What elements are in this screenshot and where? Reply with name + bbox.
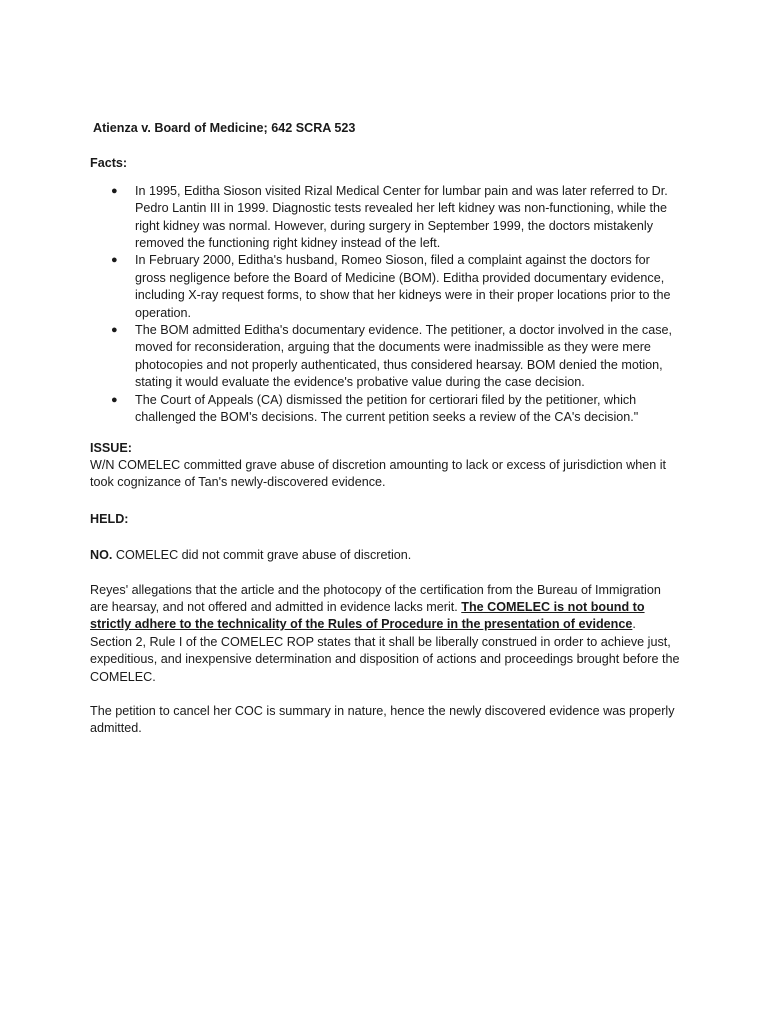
document-page xyxy=(90,120,680,755)
facts-list-item xyxy=(90,252,680,322)
bullet-icon: ● xyxy=(111,324,118,337)
case-title: Atienza v. Board of Medicine; 642 SCRA 523 xyxy=(93,121,356,135)
held-verdict: NO. xyxy=(90,548,113,563)
reasoning-emphasis: The COMELEC is not bound to strictly adhere to the technicality of the Rules of Procedure in the presentation of evidence xyxy=(90,599,645,632)
held-heading: HELD: xyxy=(90,511,129,526)
held-answer xyxy=(90,547,680,564)
issue-text: W/N COMELEC committed grave abuse of discretion amounting to lack or excess of jurisdiction when it took cognizance of Tan's newly-discovered evidence. xyxy=(90,457,667,490)
fact-text: In 1995, Editha Sioson visited Rizal Medical Center for lumbar pain and was later referred to Dr. Pedro Lantin III in 1999. Diagnostic tests revealed her left kidney was non-functioning, while the right kidney was normal. However, during surgery in September 1999, the doctors mistakenly removed the functioning right kidney instead of the left. xyxy=(135,183,668,251)
issue-heading: ISSUE: xyxy=(90,440,132,455)
fact-text: The Court of Appeals (CA) dismissed the petition for certiorari filed by the petitioner, which challenged the BOM's decisions. The current petition seeks a review of the CA's decision." xyxy=(135,392,639,425)
fact-text: The BOM admitted Editha's documentary evidence. The petitioner, a doctor involved in the case, moved for reconsideration, arguing that the documents were inadmissible as they were mere photocopies and not properly authenticated, thus considered hearsay. BOM denied the motion, stating it would evaluate the evidence's probative value during the case decision. xyxy=(135,323,673,390)
reasoning-rest: . Section 2, Rule I of the COMELEC ROP states that it shall be liberally construed in order to achieve just, expeditious, and inexpensive determination and disposition of actions and proceedings brought before the COMELEC. xyxy=(90,617,680,684)
bullet-icon: ● xyxy=(111,184,118,197)
reasoning-intro: Reyes' allegations that the article and the photocopy of the certification from the Bureau of Immigration are hearsay, and not offered and admitted in evidence lacks merit. xyxy=(90,582,661,614)
held-answer-text: COMELEC did not commit grave abuse of discretion. xyxy=(112,548,412,563)
facts-list-item xyxy=(90,183,680,253)
reasoning-paragraph xyxy=(90,582,680,686)
facts-list xyxy=(90,183,680,427)
facts-heading: Facts: xyxy=(90,156,128,171)
fact-text: In February 2000, Editha's husband, Romeo Sioson, filed a complaint against the doctors for gross negligence before the Board of Medicine (BOM). Editha provided documentary evidence, including X-ray request forms, to show that her kidneys were in their proper locations prior to the operation. xyxy=(135,253,671,320)
facts-list-item xyxy=(90,392,680,427)
conclusion-paragraph: The petition to cancel her COC is summary in nature, hence the newly discovered evidence was properly admitted. xyxy=(90,703,675,736)
bullet-icon: ● xyxy=(111,393,118,406)
facts-list-item xyxy=(90,322,680,392)
bullet-icon: ● xyxy=(111,254,118,267)
